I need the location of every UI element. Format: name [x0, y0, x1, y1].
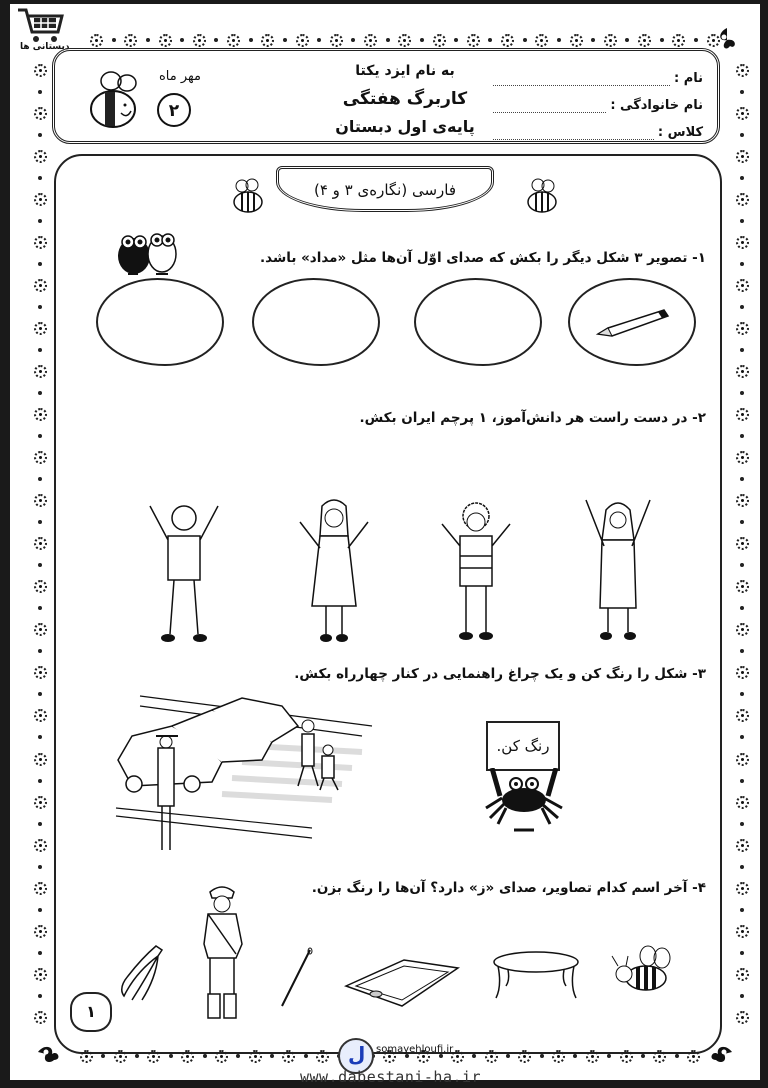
- class-field[interactable]: کلاس :: [493, 113, 703, 140]
- crosswalk-scene: [112, 686, 380, 856]
- header-invocation: به نام ایزد یکتا: [355, 63, 455, 79]
- student-boy-figure: [142, 496, 226, 646]
- worksheet-page: [10, 4, 760, 1086]
- student-girl-figure: [292, 496, 376, 646]
- pencil-icon: [594, 306, 670, 340]
- question-1: ۱- تصویر ۳ شکل دیگر را بکش که صدای اوّل آن‌ها مثل «مداد» باشد.: [260, 250, 706, 266]
- section-title: فارسی (نگاره‌ی ۳ و ۴): [276, 166, 494, 212]
- bee-icon: [522, 176, 562, 216]
- student-info: [493, 59, 703, 140]
- banana-image[interactable]: [116, 942, 170, 1004]
- month-label: مهر ماه: [159, 69, 201, 84]
- question-2: ۲- در دست راست هر دانش‌آموز، ۱ پرچم ایران بکش.: [359, 410, 706, 426]
- bee-image[interactable]: [608, 942, 678, 1004]
- family-name-field[interactable]: نام خانوادگی :: [493, 86, 703, 113]
- table-image[interactable]: [490, 950, 582, 1004]
- butterfly-icon: [36, 1044, 62, 1064]
- family-name-blank[interactable]: [493, 100, 606, 113]
- soldier-image[interactable]: [192, 884, 252, 1022]
- header-box: [52, 48, 720, 144]
- question-4: ۴- آخر اسم کدام تصاویر، صدای «ز» دارد؟ آن‌ها را رنگ بزن.: [311, 880, 706, 896]
- class-blank[interactable]: [493, 127, 654, 140]
- cloud-box-2[interactable]: [252, 278, 380, 366]
- flower-border-top: [90, 30, 720, 50]
- crab-icon: [482, 768, 566, 834]
- name-field[interactable]: نام :: [493, 59, 703, 86]
- main-content-box: [54, 154, 722, 1054]
- cloud-box-1[interactable]: [96, 278, 224, 366]
- week-number: ۲: [157, 93, 191, 127]
- bee-icon: [228, 176, 268, 216]
- bee-icon: [85, 69, 145, 131]
- brand-label: دبستانی ها: [20, 42, 70, 52]
- cloud-box-4: [568, 278, 696, 366]
- flower-border-right: [732, 64, 752, 1024]
- header-titles: [305, 57, 505, 141]
- question-3: ۳- شکل را رنگ کن و یک چراغ راهنمایی در کنار چهارراه بکش.: [294, 666, 706, 682]
- owls-icon: [114, 226, 184, 280]
- worksheet-title: کاربرگ هفتگی: [342, 89, 468, 109]
- cloud-box-3[interactable]: [414, 278, 542, 366]
- grade-label: پایه‌ی اول دبستان: [335, 117, 475, 136]
- student-curly-boy-figure: [434, 496, 518, 646]
- name-blank[interactable]: [493, 73, 670, 86]
- footer-handle: somayehloufi.ir: [376, 1044, 454, 1055]
- needle-image[interactable]: [276, 946, 316, 1010]
- flower-border-left: [30, 64, 50, 1024]
- student-hijab-girl-figure: [576, 496, 660, 646]
- page-number: ۱: [70, 992, 112, 1032]
- crab-sign: رنگ کن.: [486, 721, 560, 771]
- rug-image[interactable]: [342, 956, 462, 1010]
- footer-url[interactable]: www.dabestani-ha.ir: [300, 1068, 482, 1086]
